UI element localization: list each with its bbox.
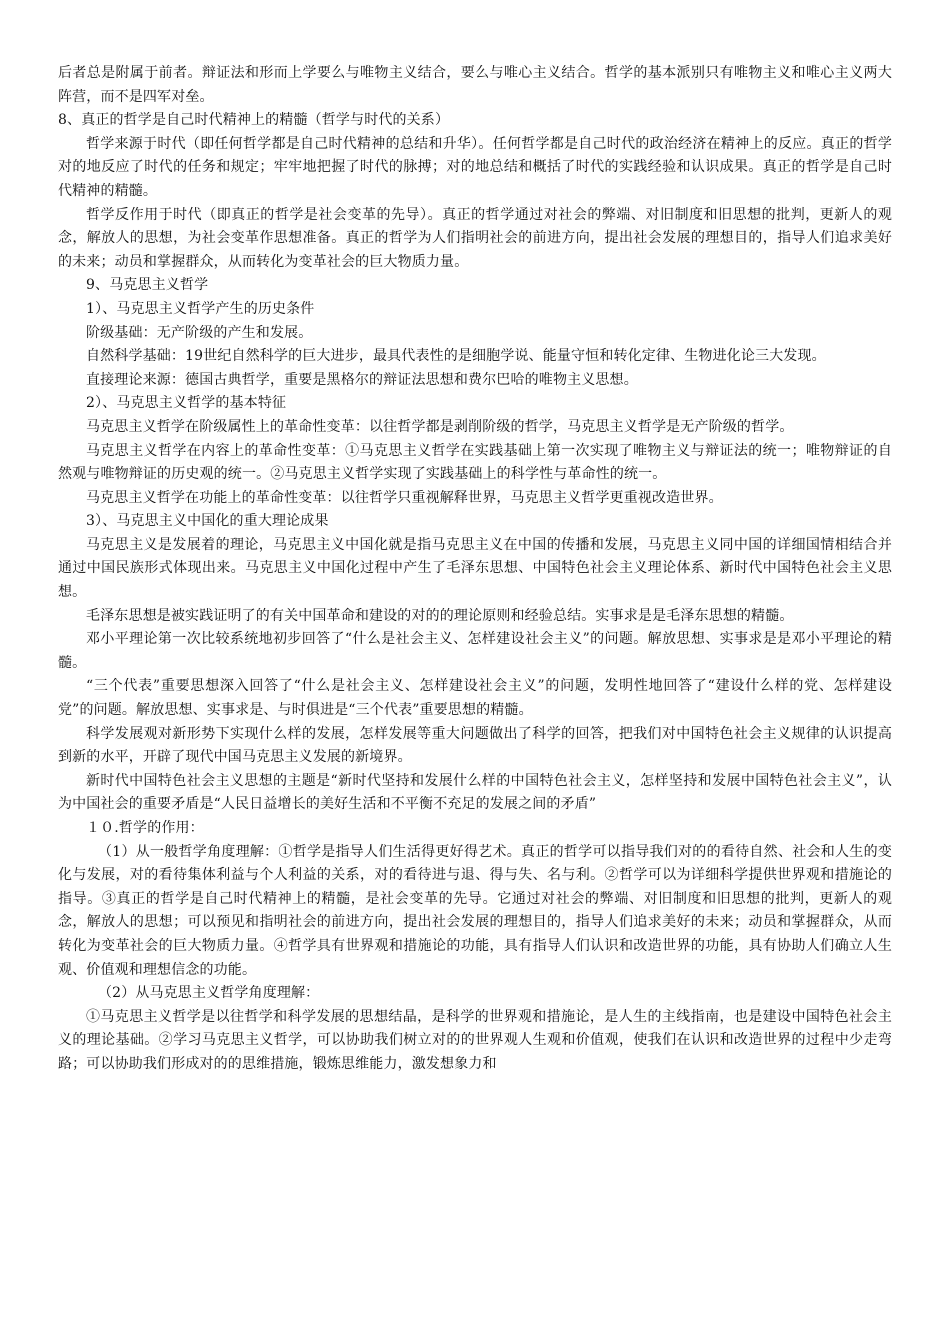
paragraph-13: 马克思主义哲学在功能上的革命性变革：以往哲学只重视解释世界，马克思主义哲学更重视改造世界。 — [86, 489, 723, 506]
paragraph-17: 邓小平理论第一次比较系统地初步回答了“什么是社会主义、怎样建设社会主义”的问题。解放思想、实事求是是邓小平理论的精髓。 — [58, 631, 892, 671]
paragraph-24: ①马克思主义哲学是以往哲学和科学发展的思想结晶，是科学的世界观和措施论，是人生的主线指南，也是建设中国特色社会主义的理论基础。②学习马克思主义哲学，可以协助我们树立对的的世界观人生观和价值观，使我们在认识和改造世界的过程中少走弯路；可以协助我们形成对的的思维措施，锻炼思维能力，激发想象力和 — [58, 1008, 892, 1072]
paragraph-16: 毛泽东思想是被实践证明了的有关中国革命和建设的对的的理论原则和经验总结。实事求是是毛泽东思想的精髓。 — [86, 607, 794, 624]
subheading-1: 1）、马克思主义哲学产生的历史条件 — [86, 300, 315, 317]
paragraph-3: 哲学来源于时代（即任何哲学都是自己时代精神的总结和升华）。任何哲学都是自己时代的政治经济在精神上的反应。真正的哲学对的地反应了时代的任务和规定；牢牢地把握了时代的脉搏；对的地总结和概括了时代的实践经验和认识成果。真正的哲学是自己时代精神的精髓。 — [58, 135, 892, 199]
paragraph-19: 科学发展观对新形势下实现什么样的发展，怎样发展等重大问题做出了科学的回答，把我们对中国特色社会主义规律的认识提高到新的水平，开辟了现代中国马克思主义发展的新境界。 — [58, 725, 892, 766]
paragraph-4: 哲学反作用于时代（即真正的哲学是社会变革的先导）。真正的哲学通过对社会的弊端、对旧制度和旧思想的批判，更新人的观念，解放人的思想，为社会变革作思想准备。真正的哲学为人们指明社会的前进方向，提出社会发展的理想目的，指导人们追求美好的未来；动员和掌握群众，从而转化为变革社会的巨大物质力量。 — [58, 206, 892, 270]
section-heading-9: 9、马克思主义哲学 — [86, 277, 209, 294]
paragraph-20: 新时代中国特色社会主义思想的主题是“新时代坚持和发展什么样的中国特色社会主义，怎样坚持和发展中国特色社会主义”，认为中国社会的重要矛盾是“人民日益增长的美好生活和不平衡不充足的发展之间的矛盾” — [58, 772, 892, 813]
subheading-2: 2）、马克思主义哲学的基本特征 — [86, 395, 287, 412]
paragraph-7: 阶级基础：无产阶级的产生和发展。 — [86, 324, 313, 341]
paragraph-15: 马克思主义是发展着的理论，马克思主义中国化就是指马克思主义在中国的传播和发展，马克思主义同中国的详细国情相结合并通过中国民族形式体现出来。马克思主义中国化过程中产生了毛泽东思想、中国特色社会主义理论体系、新时代中国特色社会主义思想。 — [58, 536, 892, 601]
paragraph-8: 自然科学基础：19世纪自然科学的巨大进步，最具代表性的是细胞学说、能量守恒和转化定律、生物进化论三大发现。 — [86, 348, 826, 365]
section-heading-10: １０.哲学的作用： — [86, 820, 204, 836]
paragraph-18: “三个代表”重要思想深入回答了“什么是社会主义、怎样建设社会主义”的问题，发明性地回答了“建设什么样的党、怎样建设党”的问题。解放思想、实事求是、与时俱进是“三个代表”重要思想的精髓。 — [58, 678, 892, 719]
document-page — [58, 62, 892, 1077]
paragraph-12: 马克思主义哲学在内容上的革命性变革：①马克思主义哲学在实践基础上第一次实现了唯物主义与辩证法的统一；唯物辩证的自然观与唯物辩证的历史观的统一。②马克思主义哲学实现了实践基础上的科学性与革命性的统一。 — [58, 442, 892, 483]
paragraph-22: （1）从一般哲学角度理解：①哲学是指导人们生活得更好得艺术。真正的哲学可以指导我们对的的看待自然、社会和人生的变化与发展，对的看待集体利益与个人利益的关系，对的看待进与退、得与失、名与利。②哲学可以为详细科学提供世界观和措施论的指导。③真正的哲学是自己时代精神上的精髓，是社会变革的先导。它通过对社会的弊端、对旧制度和旧思想的批判，更新人的观念，解放人的思想；可以预见和指明社会的前进方向，提出社会发展的理想目的，指导人们追求美好的未来；动员和掌握群众，从而转化为变革社会的巨大物质力量。④哲学具有世界观和措施论的功能，具有指导人们认识和改造世界的功能，具有协助人们确立人生观、价值观和理想信念的功能。 — [58, 843, 892, 978]
subheading-4: （2）从马克思主义哲学角度理解： — [98, 985, 320, 1002]
section-heading-8: 8、真正的哲学是自己时代精神上的精髓（哲学与时代的关系） — [58, 112, 450, 129]
paragraph-11: 马克思主义哲学在阶级属性上的革命性变革：以往哲学都是剥削阶级的哲学，马克思主义哲学是无产阶级的哲学。 — [86, 418, 794, 435]
paragraph-1: 后者总是附属于前者。辩证法和形而上学要么与唯物主义结合，要么与唯心主义结合。哲学的基本派别只有唯物主义和唯心主义两大阵营，而不是四军对垒。 — [58, 65, 892, 105]
paragraph-9: 直接理论来源：德国古典哲学，重要是黑格尔的辩证法思想和费尔巴哈的唯物主义思想。 — [86, 371, 638, 388]
subheading-3: 3）、马克思主义中国化的重大理论成果 — [86, 513, 329, 530]
